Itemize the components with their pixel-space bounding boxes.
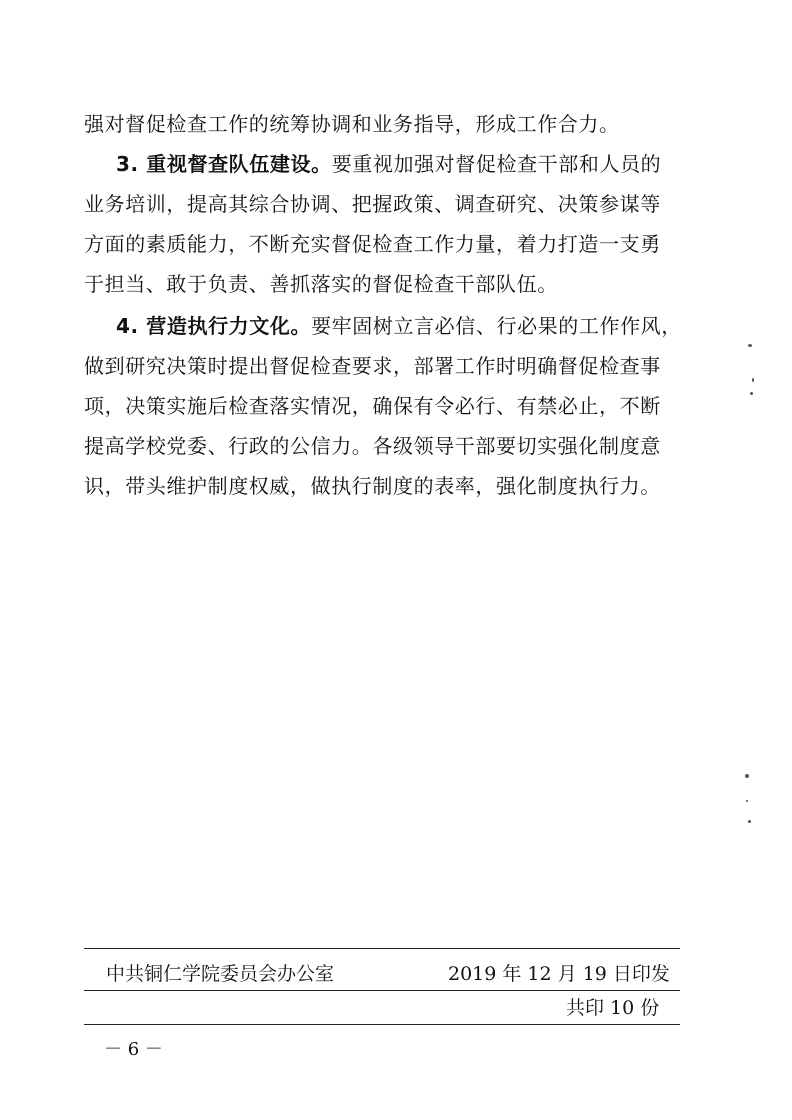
scan-speck <box>746 800 748 802</box>
paragraph-3-line-4: 提高学校党委、行政的公信力。各级领导干部要切实强化制度意 <box>84 434 661 458</box>
paragraph-3-line-2: 做到研究决策时提出督促检查要求，部署工作时明确督促检查事 <box>84 354 661 378</box>
paragraph-2-line-3: 方面的素质能力，不断充实督促检查工作力量，着力打造一支勇 <box>84 232 661 256</box>
scan-speck <box>748 344 752 347</box>
paragraph-2-line-4: 于担当、敢于负责、善抓落实的督促检查干部队伍。 <box>84 272 558 296</box>
section-4-heading: 4. 营造执行力文化。 <box>116 314 312 338</box>
page-number: － 6 － <box>104 1039 163 1060</box>
paragraph-3-line-5: 识，带头维护制度权威，做执行制度的表率，强化制度执行力。 <box>84 474 661 498</box>
scan-speck <box>748 820 751 823</box>
footer-bottom-rule <box>84 1024 680 1025</box>
paragraph-2-line-1 <box>84 152 704 176</box>
section-3-heading: 3. 重视督查队伍建设。 <box>116 152 332 176</box>
paragraph-2-line-2: 业务培训，提高其综合协调、把握政策、调查研究、决策参谋等 <box>84 192 661 216</box>
footer-issue-date: 2019 年 12 月 19 日印发 <box>448 963 670 985</box>
footer-middle-rule <box>84 990 680 991</box>
paragraph-3-line-1 <box>84 314 704 338</box>
section-3-text: 要重视加强对督促检查干部和人员的 <box>331 152 662 176</box>
footer-issuer: 中共铜仁学院委员会办公室 <box>106 963 335 985</box>
scan-speck <box>752 378 754 382</box>
footer-top-rule <box>84 948 680 949</box>
footer-copies: 共印 10 份 <box>566 997 660 1019</box>
section-4-text: 要牢固树立言必信、行必果的工作作风， <box>311 314 682 338</box>
scan-speck <box>745 774 749 778</box>
scan-speck <box>750 392 753 395</box>
paragraph-3-line-3: 项，决策实施后检查落实情况，确保有令必行、有禁必止，不断 <box>84 394 661 418</box>
paragraph-1-line-1: 强对督促检查工作的统筹协调和业务指导，形成工作合力。 <box>84 112 620 136</box>
